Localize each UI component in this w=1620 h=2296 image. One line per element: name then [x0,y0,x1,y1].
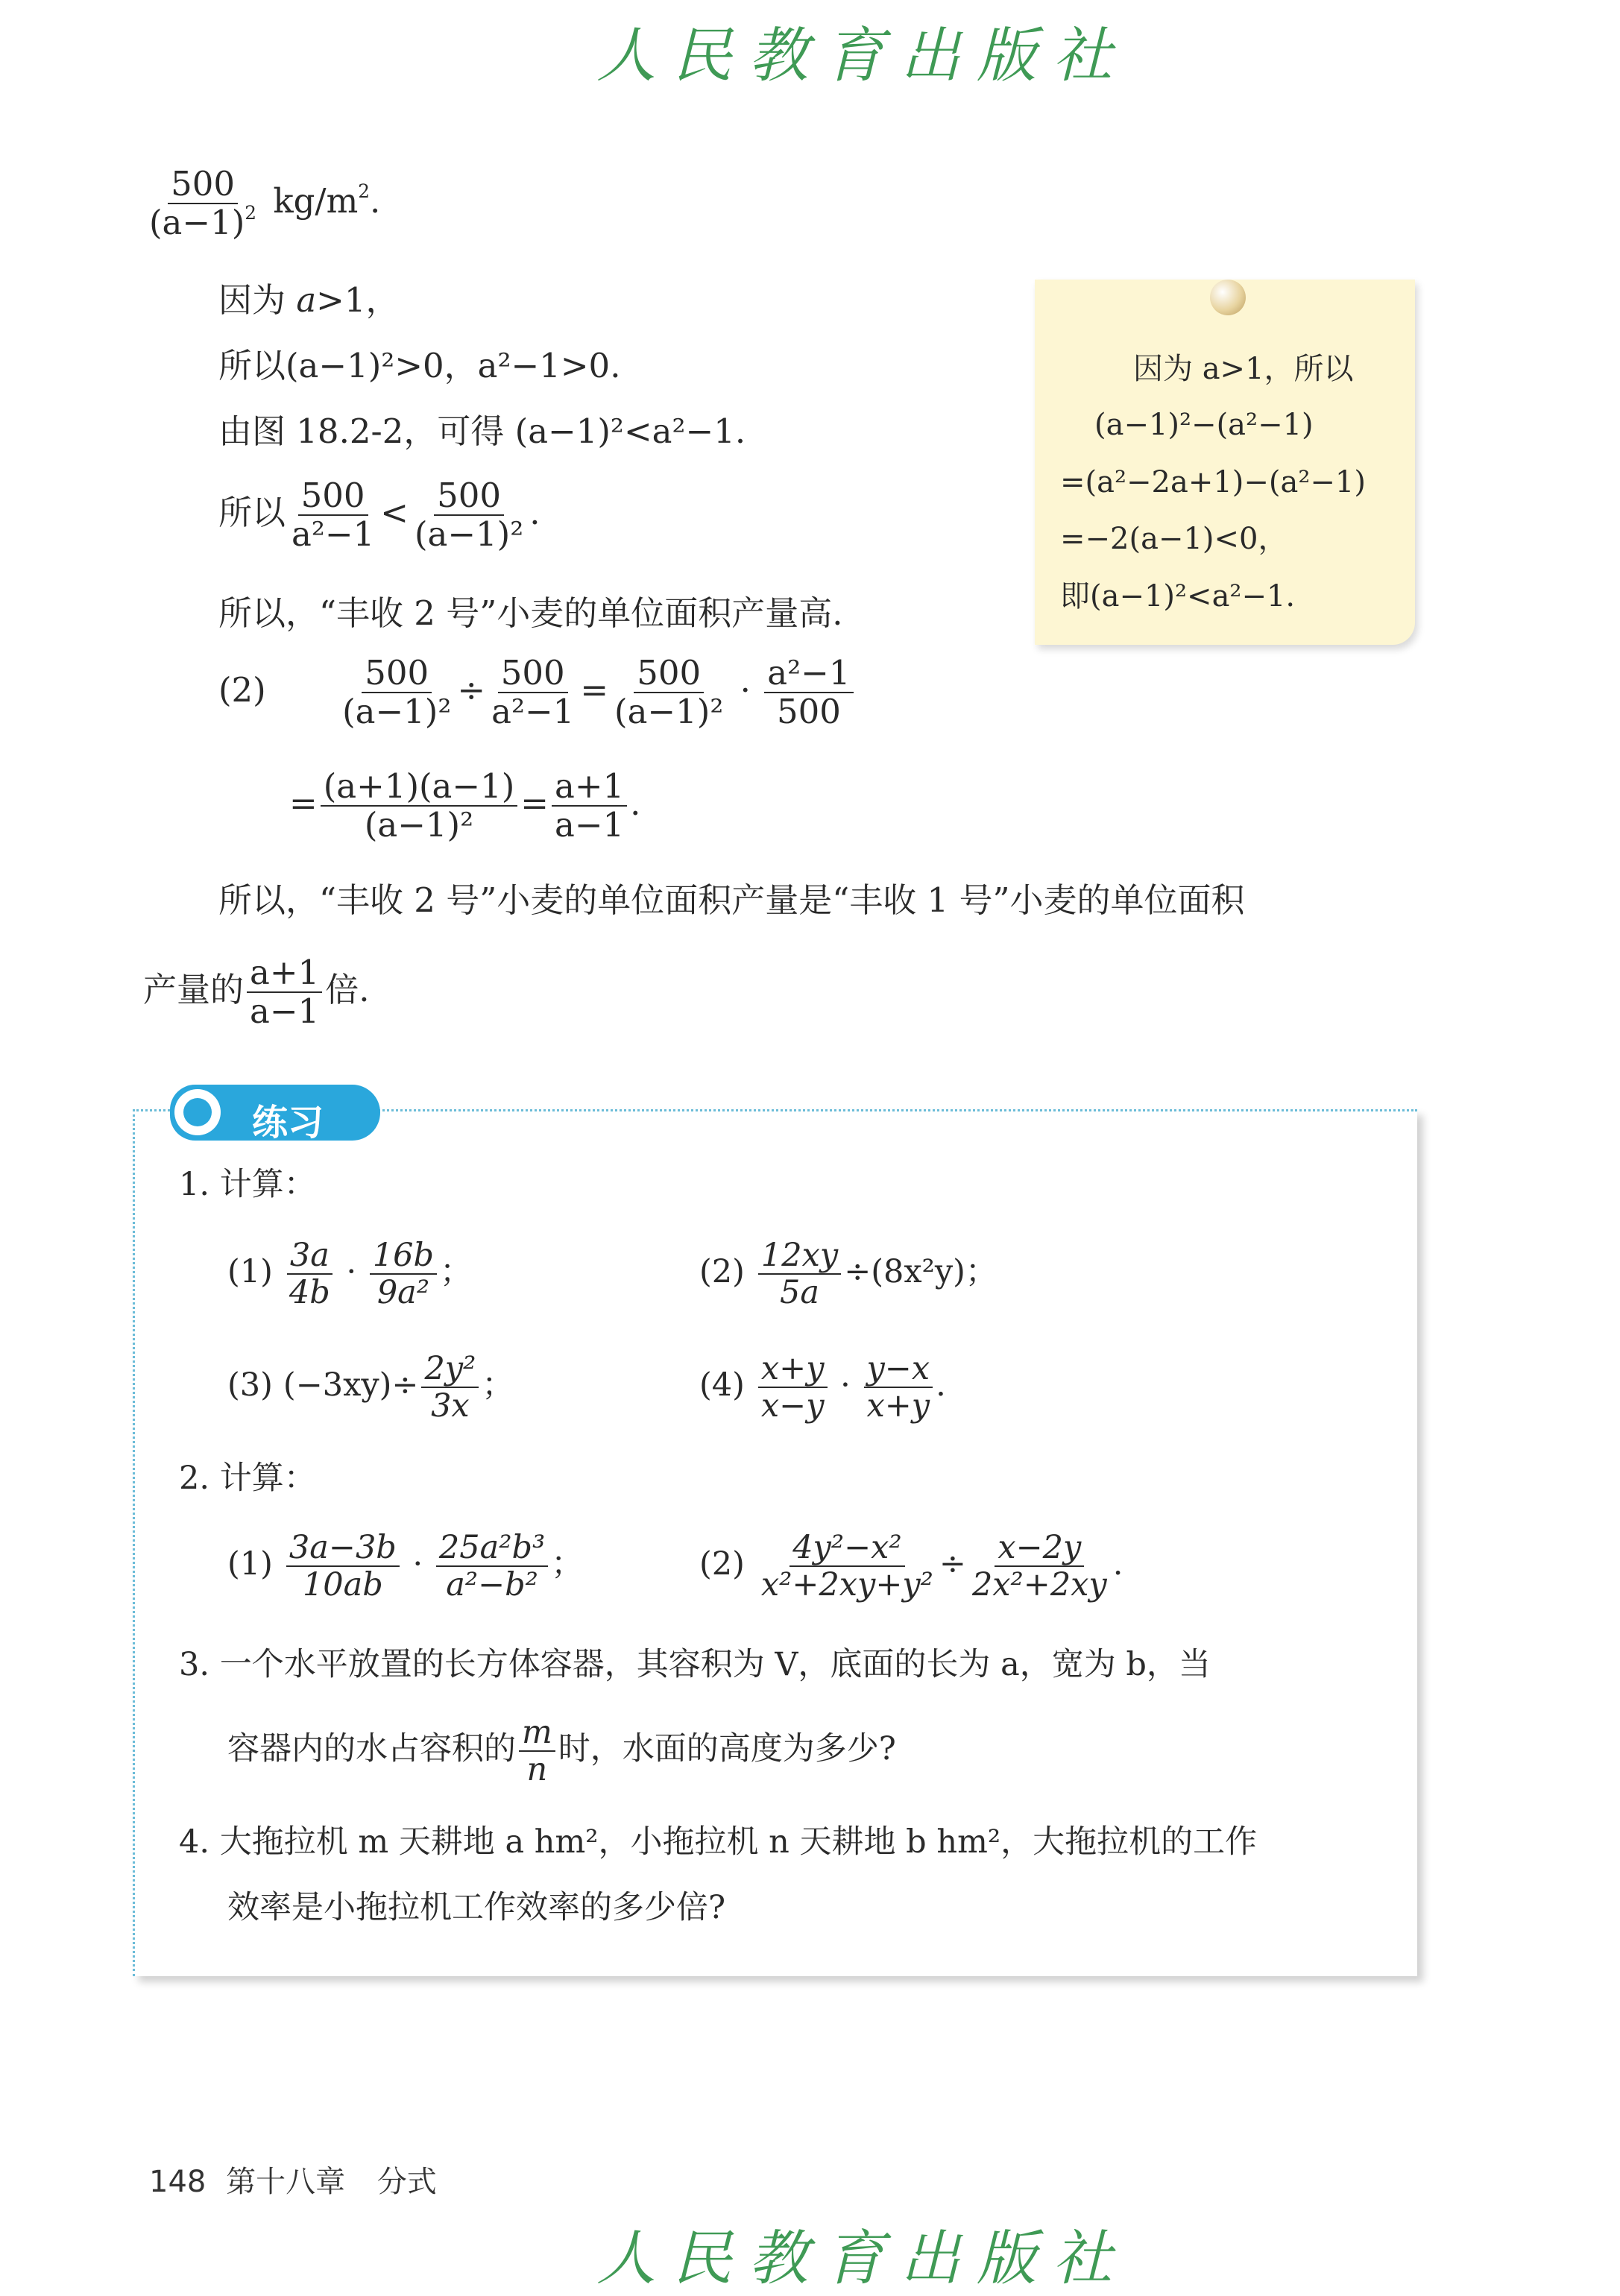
exercise-badge [170,1085,380,1144]
page-footer [149,2158,437,2201]
pin-icon [1210,280,1246,315]
question-4: 4. 大拖拉机 m 天耕地 a hm²，小拖拉机 n 天耕地 b hm²，大拖拉机的工作 [179,1823,1258,1861]
fraction: $\frac{500}{\text{(a−1)²}}$ [342,653,452,732]
note-line: =(a²−2a+1)−(a²−1) [1060,465,1366,499]
question-1-3: (3) (−3xy)÷ $\frac{\text{2y²}}{3x}$ ； [227,1350,514,1425]
text-line: 由图 18.2-2，可得 (a−1)²<a²−1. [218,411,746,451]
text-line: 所以，“丰收 2 号”小麦的单位面积产量是“丰收 1 号”小麦的单位面积 [218,880,1245,920]
question-2-label: 2. 计算： [179,1460,316,1497]
fraction: $\frac{500}{\text{a²−1}}$ [291,476,375,555]
note-line: 即(a−1)²<a²−1. [1060,579,1296,614]
side-note [1035,280,1415,645]
question-3-cont: 容器内的水占容积的 $\frac{m}{n}$ 时，水面的高度为多少? [227,1714,896,1789]
equation-line: (2) $\frac{500}{\text{(a−1)²}}$ ÷ $\frac{500}{\text{a²−1}}$ = $\frac{500}{\text{(a−1)²}}$ · $\frac{\text{a²−1}}{500}$ [218,655,857,731]
pencil-icon [174,1089,221,1135]
fraction: $\frac{(a+1)(a-1)}{\text{(a−1)²}}$ [321,768,518,845]
note-line: 因为 a>1，所以 [1133,352,1354,386]
fraction: $\frac{a+1}{a-1}$ [552,768,627,845]
text-line: 所以(a−1)²>0，a²−1>0. [218,346,621,385]
equation-line: = $\frac{(a+1)(a-1)}{\text{(a−1)²}}$ = $\frac{a+1}{a-1}$ . [289,766,641,845]
chapter-label: 第十八章 [226,2165,346,2199]
page-number: 148 [149,2165,207,2199]
exercise-title: 练习 [252,1102,324,1144]
text-line: 因为 a>1， [218,280,400,320]
inequality-line: 所以 $\frac{500}{\text{a²−1}}$ < $\frac{500}{\text{(a−1)²}}$ . [218,476,540,555]
question-2-2: (2) $\frac{\text{4y²−x²}}{\text{x²+2xy+y²}}$ ÷ $\frac{x-2y}{\text{2x²+2xy}}$ . [699,1529,1123,1604]
question-1-2: (2) $\frac{12xy}{5a}$ ÷(8x²y)； [699,1237,997,1312]
section-label: 分式 [376,2165,437,2199]
note-line: (a−1)²−(a²−1) [1094,408,1314,442]
fraction: $\frac{500}{\text{(a−1)²}}$ [614,653,724,732]
question-3: 3. 一个水平放置的长方体容器，其容积为 V，底面的长为 a，宽为 b，当 [179,1646,1211,1683]
fraction: $\frac{\text{a²−1}}{500}$ [764,655,853,731]
publisher-mark-header: 人民教育出版社 [596,21,1129,90]
result-line: $\frac{500}{(a-1)^2}$ $kg/m^2$. [143,165,380,242]
fraction: $\frac{500}{(a-1)^2}$ [149,164,257,243]
fraction: $\frac{a+1}{a-1}$ [247,954,322,1031]
fraction: $\frac{500}{\text{(a−1)²}}$ [414,476,524,555]
publisher-mark-footer: 人民教育出版社 [596,2224,1129,2293]
fraction: $\frac{500}{\text{a²−1}}$ [491,653,575,732]
question-1-1: (1) $\frac{3a}{4b}$ · $\frac{16b}{\text{9a²}}$ ； [227,1237,473,1312]
question-2-1: (1) $\frac{3a-3b}{10ab}$ · $\frac{\text{25a²b³}}{\text{a²−b²}}$ ； [227,1529,584,1604]
question-1-label: 1. 计算： [179,1166,316,1203]
text-line: 产量的 $\frac{a+1}{a-1}$ 倍. [143,953,370,1032]
text-line: 所以，“丰收 2 号”小麦的单位面积产量高. [218,593,843,633]
note-line: =−2(a−1)<0， [1060,522,1288,556]
question-4-cont: 效率是小拖拉机工作效率的多少倍? [227,1889,726,1926]
question-1-4: (4) $\frac{x+y}{x-y}$ · $\frac{y-x}{x+y}$ . [699,1350,946,1425]
